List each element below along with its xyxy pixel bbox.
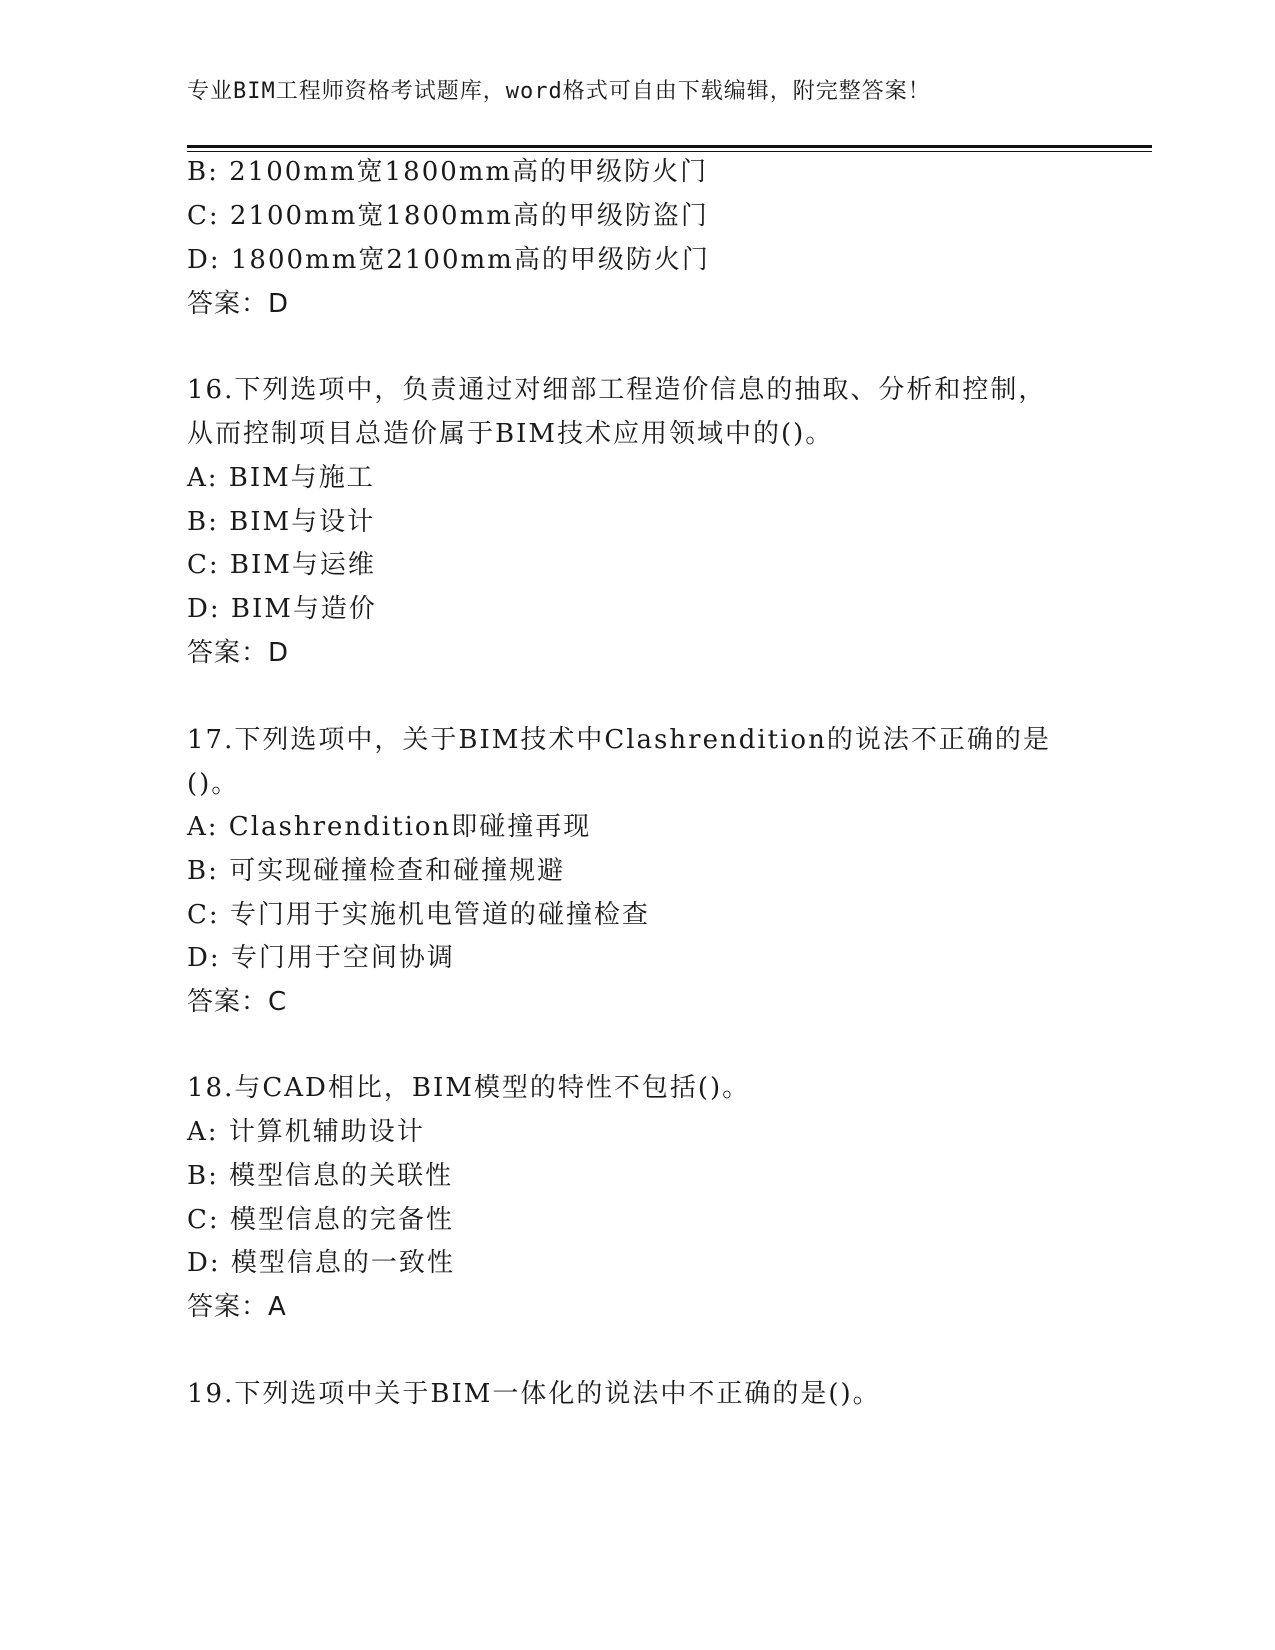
option-line: D: 模型信息的一致性 <box>187 1248 455 1278</box>
answer-line: 答案：C <box>187 987 288 1017</box>
header-divider-thick <box>187 145 1152 148</box>
answer-line: 答案：D <box>187 289 290 319</box>
question-line: 从而控制项目总造价属于BIM技术应用领域中的()。 <box>187 419 834 449</box>
option-line: D: BIM与造价 <box>187 594 377 624</box>
option-line: B: 模型信息的关联性 <box>187 1161 454 1191</box>
option-line: A: Clashrendition即碰撞再现 <box>187 812 592 842</box>
option-line: B: BIM与设计 <box>187 507 376 537</box>
option-line: A: BIM与施工 <box>187 463 375 493</box>
option-line: D: 1800mm宽2100mm高的甲级防火门 <box>187 245 710 275</box>
option-line: C: 2100mm宽1800mm高的甲级防盗门 <box>187 201 709 231</box>
question-line: ()。 <box>187 769 240 799</box>
option-line: A: 计算机辅助设计 <box>187 1117 425 1147</box>
question-line: 18.与CAD相比，BIM模型的特性不包括()。 <box>187 1073 751 1103</box>
option-line: C: BIM与运维 <box>187 550 376 580</box>
option-line: D: 专门用于空间协调 <box>187 943 455 973</box>
option-line: C: 模型信息的完备性 <box>187 1205 454 1235</box>
answer-line: 答案：D <box>187 638 290 668</box>
header-divider-thin <box>187 151 1152 152</box>
question-line: 17.下列选项中，关于BIM技术中Clashrendition的说法不正确的是 <box>187 725 1051 755</box>
option-line: B: 2100mm宽1800mm高的甲级防火门 <box>187 157 709 187</box>
option-line: B: 可实现碰撞检查和碰撞规避 <box>187 856 566 886</box>
question-line: 16.下列选项中，负责通过对细部工程造价信息的抽取、分析和控制， <box>187 375 1047 405</box>
question-line: 19.下列选项中关于BIM一体化的说法中不正确的是()。 <box>187 1379 881 1409</box>
page-header: 专业BIM工程师资格考试题库，word格式可自由下载编辑，附完整答案！ <box>187 79 931 104</box>
answer-line: 答案：A <box>187 1292 287 1322</box>
option-line: C: 专门用于实施机电管道的碰撞检查 <box>187 900 650 930</box>
